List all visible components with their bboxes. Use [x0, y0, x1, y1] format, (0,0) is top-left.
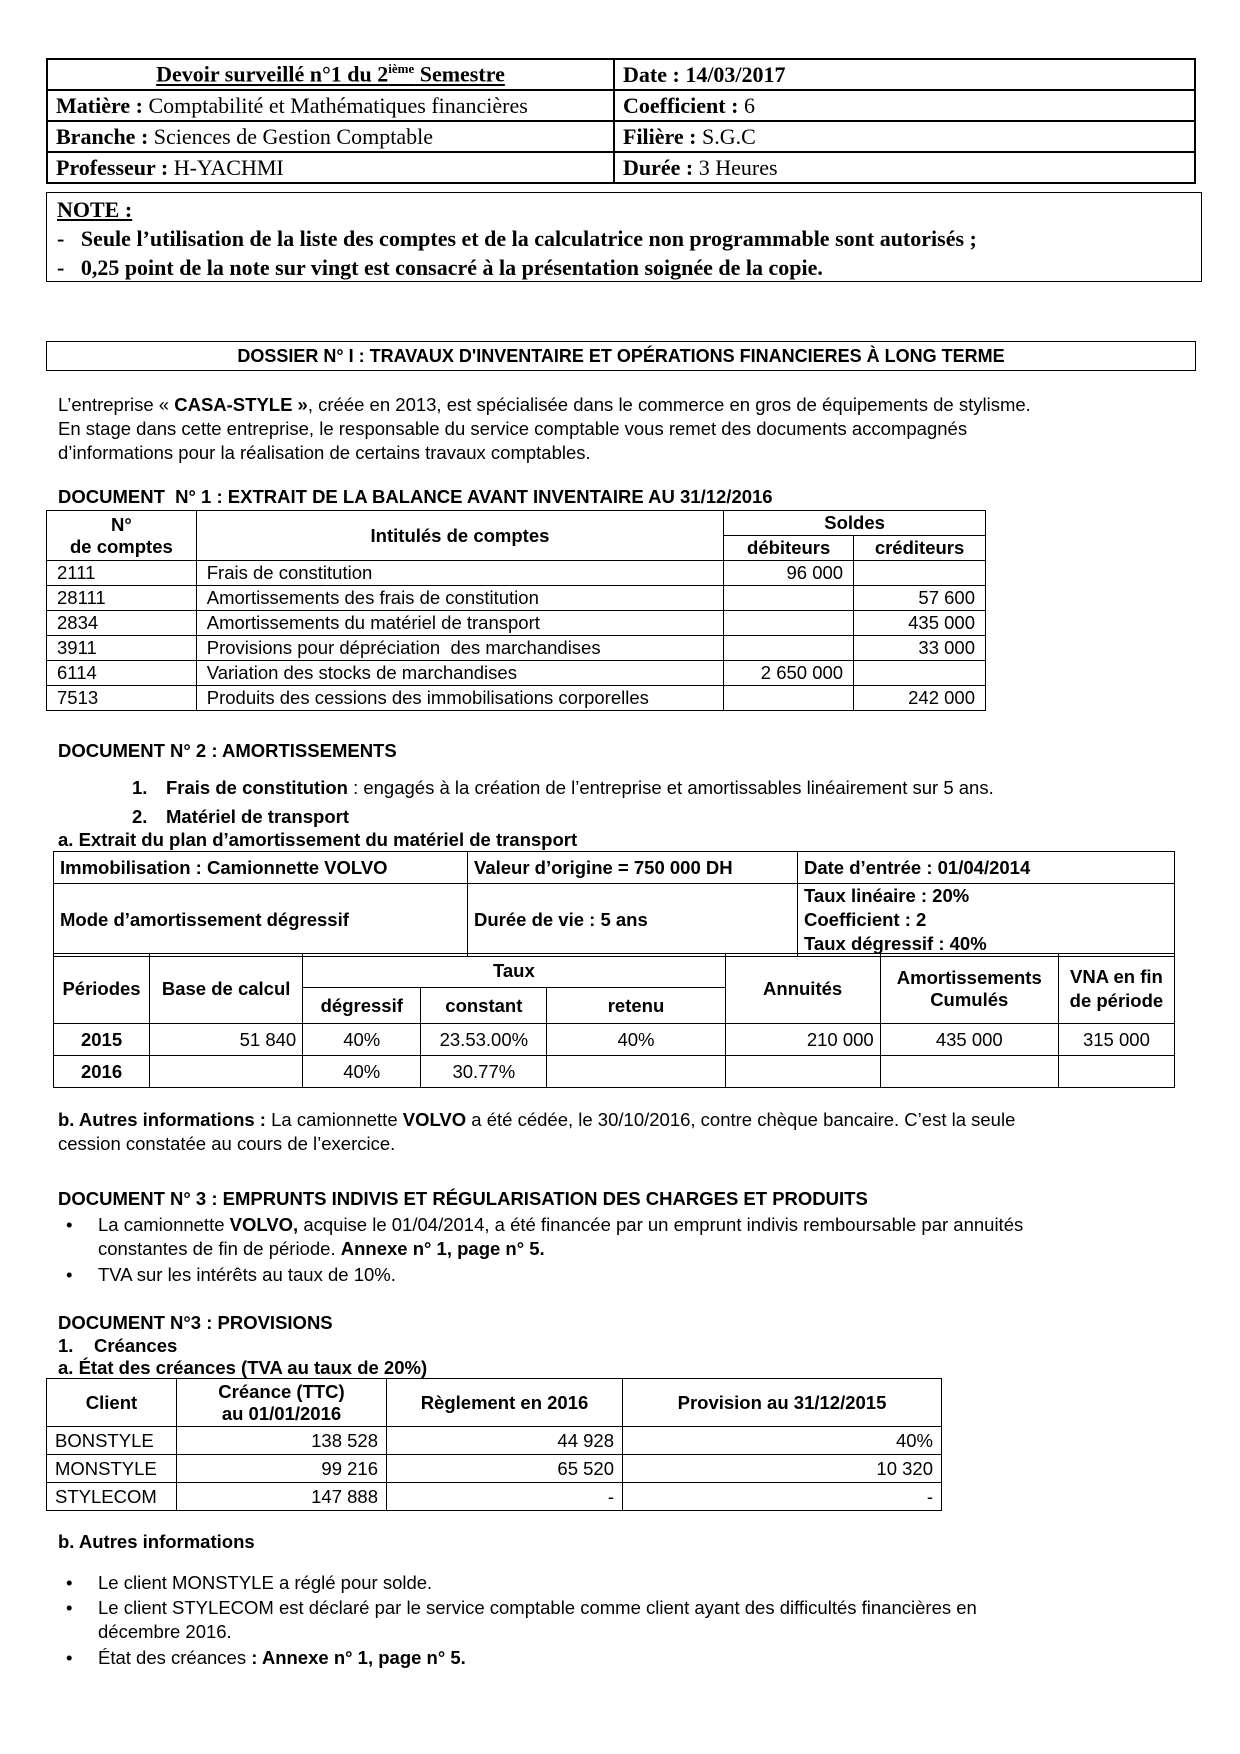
doc4-bullet-3: • État des créances : Annexe n° 1, page n° 5. — [66, 1647, 466, 1668]
cell-annuite — [725, 1056, 880, 1088]
cell-num: 2834 — [47, 611, 197, 636]
cell-debit — [724, 611, 854, 636]
intro-line-3: d’informations pour la réalisation de certains travaux comptables. — [58, 442, 591, 463]
cell-credit — [854, 561, 986, 586]
plan-mode: Mode d’amortissement dégressif — [54, 884, 468, 957]
cell-label: Produits des cessions des immobilisations corporelles — [196, 686, 723, 711]
cell-client: BONSTYLE — [47, 1427, 177, 1455]
cell-num: 6114 — [47, 661, 197, 686]
cell-debit — [724, 586, 854, 611]
plan-valeur-origine: Valeur d’origine = 750 000 DH — [468, 852, 798, 884]
table-row — [47, 661, 986, 686]
bullet-icon: • — [66, 1597, 73, 1618]
dossier-title: DOSSIER N° I : TRAVAUX D'INVENTAIRE ET OPÉRATIONS FINANCIERES À LONG TERME — [46, 341, 1196, 371]
table-row — [47, 1427, 942, 1455]
doc3-bullet-1: • La camionnette VOLVO, acquise le 01/04/2014, a été financée par un emprunt indivis remboursable par annuités constantes de fin de période. Annexe n° 1, page n° 5. — [66, 1214, 1024, 1259]
doc1-title: DOCUMENT N° 1 : EXTRAIT DE LA BALANCE AVANT INVENTAIRE AU 31/12/2016 — [58, 486, 773, 507]
cell-vna — [1058, 1056, 1174, 1088]
plan-header-annuites: Annuités — [725, 954, 880, 1024]
table-row — [47, 561, 986, 586]
cell-constant: 30.77% — [421, 1056, 547, 1088]
note-title: NOTE : — [57, 197, 133, 222]
doc2-title: DOCUMENT N° 2 : AMORTISSEMENTS — [58, 740, 397, 761]
cell-client: MONSTYLE — [47, 1455, 177, 1483]
plan-header-retenu: retenu — [547, 988, 725, 1024]
plan-header-taux: Taux — [303, 954, 725, 988]
cell-cumul — [880, 1056, 1058, 1088]
plan-info-table — [53, 851, 1175, 957]
plan-header-amortissements: Amortissements Cumulés — [880, 954, 1058, 1024]
balance-header-intitule: Intitulés de comptes — [196, 511, 723, 561]
bullet-icon: • — [66, 1572, 73, 1593]
plan-taux-lineaire: Taux linéaire : 20% — [804, 885, 970, 906]
note-box — [46, 192, 1202, 282]
exam-professeur: Professeur : H-YACHMI — [47, 152, 614, 183]
cell-degressif: 40% — [303, 1056, 421, 1088]
cell-debit: 2 650 000 — [724, 661, 854, 686]
doc3-title: DOCUMENT N° 3 : EMPRUNTS INDIVIS ET RÉGULARISATION DES CHARGES ET PRODUITS — [58, 1188, 868, 1209]
cell-provision: - — [623, 1483, 942, 1511]
cell-credit: 242 000 — [854, 686, 986, 711]
cell-num: 28111 — [47, 586, 197, 611]
bullet-icon: • — [66, 1214, 73, 1235]
cell-client: STYLECOM — [47, 1483, 177, 1511]
plan-header-vna: VNA en fin de période — [1058, 954, 1174, 1024]
item-number: 2. — [132, 806, 148, 827]
doc2-sub-b-line-2: cession constatée au cours de l’exercice. — [58, 1133, 396, 1154]
doc3-bullet-2: • TVA sur les intérêts au taux de 10%. — [66, 1264, 396, 1285]
intro-paragraph — [58, 393, 1198, 465]
cell-annuite: 210 000 — [725, 1024, 880, 1056]
cell-vna: 315 000 — [1058, 1024, 1174, 1056]
cell-debit: 96 000 — [724, 561, 854, 586]
cell-label: Frais de constitution — [196, 561, 723, 586]
plan-coefficient: Coefficient : 2 — [804, 909, 927, 930]
cell-retenu — [547, 1056, 725, 1088]
doc2-item-1: 1. Frais de constitution : engagés à la création de l’entreprise et amortissables linéairement sur 5 ans. — [132, 777, 994, 798]
cell-num: 2111 — [47, 561, 197, 586]
note-line-2: - 0,25 point de la note sur vingt est consacré à la présentation soignée de la copie. — [57, 255, 823, 280]
cell-credit — [854, 661, 986, 686]
cell-base: 51 840 — [150, 1024, 303, 1056]
doc4-title: DOCUMENT N°3 : PROVISIONS — [58, 1312, 333, 1333]
exam-filiere: Filière : S.G.C — [614, 121, 1195, 152]
cell-reglement: 65 520 — [387, 1455, 623, 1483]
table-row — [47, 586, 986, 611]
plan-taux-block — [798, 884, 1175, 957]
exam-duree: Durée : 3 Heures — [614, 152, 1195, 183]
intro-line-1: L’entreprise « CASA-STYLE », créée en 2013, est spécialisée dans le commerce en gros de équipements de stylisme. — [58, 394, 1031, 415]
cell-creance: 138 528 — [177, 1427, 387, 1455]
balance-header-crediteurs: créditeurs — [854, 536, 986, 561]
cell-constant: 23.53.00% — [421, 1024, 547, 1056]
exam-coefficient: Coefficient : 6 — [614, 90, 1195, 121]
cell-retenu: 40% — [547, 1024, 725, 1056]
cell-cumul: 435 000 — [880, 1024, 1058, 1056]
exam-matiere: Matière : Comptabilité et Mathématiques financières — [47, 90, 614, 121]
table-row — [54, 1024, 1175, 1056]
table-row — [47, 1455, 942, 1483]
cell-label: Variation des stocks de marchandises — [196, 661, 723, 686]
creances-header-provision: Provision au 31/12/2015 — [623, 1379, 942, 1427]
balance-table — [46, 510, 986, 711]
cell-creance: 147 888 — [177, 1483, 387, 1511]
cell-provision: 40% — [623, 1427, 942, 1455]
exam-header-table — [46, 58, 1196, 184]
doc4-item-1: 1. Créances — [58, 1335, 178, 1356]
cell-provision: 10 320 — [623, 1455, 942, 1483]
cell-num: 3911 — [47, 636, 197, 661]
cell-label: Amortissements du matériel de transport — [196, 611, 723, 636]
exam-date: Date : 14/03/2017 — [614, 59, 1195, 90]
cell-debit — [724, 686, 854, 711]
plan-taux-degressif: Taux dégressif : 40% — [804, 933, 987, 954]
doc4-bullet-1: • Le client MONSTYLE a réglé pour solde. — [66, 1572, 433, 1593]
cell-label: Amortissements des frais de constitution — [196, 586, 723, 611]
creances-table — [46, 1378, 942, 1511]
plan-header-periodes: Périodes — [54, 954, 150, 1024]
plan-duree: Durée de vie : 5 ans — [468, 884, 798, 957]
plan-header-degressif: dégressif — [303, 988, 421, 1024]
bullet-icon: • — [66, 1264, 73, 1285]
doc4-sub-a: a. État des créances (TVA au taux de 20%) — [58, 1357, 428, 1378]
table-row — [47, 611, 986, 636]
doc2-sub-b: b. Autres informations : La camionnette VOLVO a été cédée, le 30/10/2016, contre chèque bancaire. C’est la seule cession constatée au cours de l’exercice. — [58, 1108, 1198, 1156]
balance-header-num: N° de comptes — [47, 511, 197, 561]
cell-debit — [724, 636, 854, 661]
bullet-icon: • — [66, 1647, 73, 1668]
table-row — [47, 686, 986, 711]
cell-base — [150, 1056, 303, 1088]
cell-reglement: 44 928 — [387, 1427, 623, 1455]
exam-title: Devoir surveillé n°1 du 2ième Semestre — [47, 59, 614, 90]
cell-periode: 2015 — [54, 1024, 150, 1056]
plan-immobilisation: Immobilisation : Camionnette VOLVO — [54, 852, 468, 884]
cell-creance: 99 216 — [177, 1455, 387, 1483]
table-row — [47, 636, 986, 661]
doc2-sub-a: a. Extrait du plan d’amortissement du matériel de transport — [58, 829, 578, 850]
intro-line-2: En stage dans cette entreprise, le responsable du service comptable vous remet des documents accompagnés — [58, 418, 968, 439]
plan-amortissement-table — [53, 953, 1175, 1088]
note-line-1: - Seule l’utilisation de la liste des comptes et de la calculatrice non programmable sont autorisés ; — [57, 226, 977, 251]
cell-reglement: - — [387, 1483, 623, 1511]
cell-degressif: 40% — [303, 1024, 421, 1056]
creances-header-creance: Créance (TTC) au 01/01/2016 — [177, 1379, 387, 1427]
table-row — [54, 1056, 1175, 1088]
cell-credit: 435 000 — [854, 611, 986, 636]
balance-header-debiteurs: débiteurs — [724, 536, 854, 561]
cell-num: 7513 — [47, 686, 197, 711]
table-row — [47, 1483, 942, 1511]
cell-label: Provisions pour dépréciation des marchandises — [196, 636, 723, 661]
cell-periode: 2016 — [54, 1056, 150, 1088]
cell-credit: 57 600 — [854, 586, 986, 611]
balance-header-soldes: Soldes — [724, 511, 986, 536]
doc4-sub-b: b. Autres informations — [58, 1531, 255, 1552]
creances-header-reglement: Règlement en 2016 — [387, 1379, 623, 1427]
doc4-bullet-2: • Le client STYLECOM est déclaré par le service comptable comme client ayant des difficultés financières en décembre 2016. — [66, 1597, 977, 1642]
doc2-item-2: 2. Matériel de transport — [132, 806, 349, 827]
item-number: 1. — [132, 777, 148, 798]
plan-date-entree: Date d’entrée : 01/04/2014 — [798, 852, 1175, 884]
creances-header-client: Client — [47, 1379, 177, 1427]
cell-credit: 33 000 — [854, 636, 986, 661]
plan-header-base: Base de calcul — [150, 954, 303, 1024]
exam-branche: Branche : Sciences de Gestion Comptable — [47, 121, 614, 152]
plan-header-constant: constant — [421, 988, 547, 1024]
